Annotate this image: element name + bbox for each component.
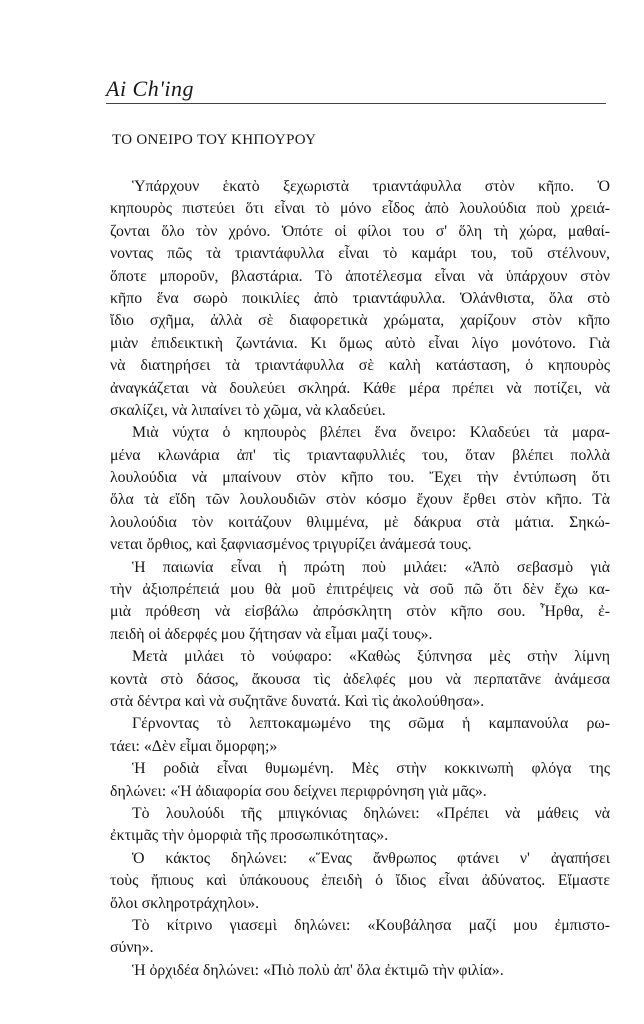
text-line: Μετὰ μιλάει τὸ νούφαρο: «Καθὼς ξύπνησα μὲς στὴν λίμνη bbox=[132, 648, 610, 666]
text-line: δηλώνει: «Ἡ ἀδιαφορία σου δείχνει περιφρόνηση γιὰ μᾶς». bbox=[110, 782, 487, 800]
text-line: τοὺς ἤπιους καὶ ὑπάκουους ἐπειδὴ ὁ ἴδιος εἶναι ἀδύνατος. Εἴμαστε bbox=[110, 872, 610, 890]
text-line: Γέρνοντας τὸ λεπτοκαμωμένο της σῶμα ἡ καμπανούλα ρω- bbox=[132, 715, 610, 733]
text-line: πειδὴ οἱ ἀδερφές μου ζήτησαν νὰ εἶμαι μαζί τους». bbox=[110, 625, 433, 643]
text-line: τὴν ἀξιοπρέπειά μου θὰ μοῦ ἐπιτρέψεις νὰ σοῦ πῶ ὅτι δὲν ἔχω κα- bbox=[110, 581, 610, 599]
text-line: Ὑπάρχουν ἑκατὸ ξεχωριστὰ τριαντάφυλλα στὸν κῆπο. Ὁ bbox=[132, 178, 610, 195]
text-line: μιὰν ἐπιδεικτικὴ ζωντάνια. Κι ὅμως αὐτὸ εἶναι λίγο μονότονο. Γιὰ bbox=[110, 334, 610, 352]
text-line: νοντας πῶς τὰ τριαντάφυλλα εἶναι τὸ καμάρι του, τοῦ στέλνουν, bbox=[110, 245, 610, 263]
text-line: ὅλα τὰ εἴδη τῶν λουλουδιῶν στὸν κόσμο ἔχουν ἔρθει στὸν κῆπο. Τὰ bbox=[110, 491, 610, 509]
running-title: Ai Ch'ing bbox=[106, 76, 195, 101]
story-body bbox=[110, 176, 610, 982]
text-line: Τὸ κίτρινο γιασεμὶ δηλώνει: «Κουβάλησα μαζί μου ἐμπιστο- bbox=[132, 916, 610, 934]
text-line: νεται ὄρθιος, καὶ ξαφνιασμένος τριγυρίζει ἀνάμεσά τους. bbox=[110, 536, 472, 554]
running-head bbox=[106, 76, 606, 106]
text-line: ἀναγκάζεται νὰ δουλεύει σκληρά. Κάθε μέρα πρέπει νὰ ποτίζει, νὰ bbox=[110, 379, 610, 397]
text-line: σκαλίζει, νὰ λιπαίνει τὸ χῶμα, νὰ κλαδεύει. bbox=[110, 401, 386, 419]
header-rule bbox=[106, 103, 606, 104]
text-line: Ἡ ὀρχιδέα δηλώνει: «Πιὸ πολὺ ἀπ' ὅλα ἐκτιμῶ τὴν φιλία». bbox=[132, 961, 504, 979]
text-line: κοντὰ στὸ δάσος, ἄκουσα τὶς ἀδελφές μου νὰ περπατᾶνε ἀνάμεσα bbox=[110, 670, 610, 688]
text-line: κηπουρὸς πιστεύει ὅτι εἶναι τὸ μόνο εἶδος ἀπὸ λουλούδια ποὺ χρειά- bbox=[110, 200, 610, 218]
text-line: Ἡ ροδιὰ εἶναι θυμωμένη. Μὲς στὴν κοκκινωπὴ φλόγα της bbox=[132, 760, 610, 778]
text-line: νὰ διατηρήσει τὰ τριαντάφυλλα σὲ καλὴ κατάσταση, ὁ κηπουρὸς bbox=[110, 357, 610, 375]
text-line: Ὁ κάκτος δηλώνει: «Ἕνας ἄνθρωπος φτάνει ν' ἀγαπήσει bbox=[132, 849, 610, 867]
text-line: μένα κλωνάρια ἀπ' τὶς τριανταφυλλιές του, ὅταν βλέπει πολλὰ bbox=[110, 446, 610, 464]
text-line: Μιὰ νύχτα ὁ κηπουρὸς βλέπει ἕνα ὄνειρο: Κλαδεύει τὰ μαρα- bbox=[132, 424, 610, 442]
text-line: τάει: «Δὲν εἶμαι ὄμορφη;» bbox=[110, 737, 278, 755]
story-title: ΤΟ ΟΝΕΙΡΟ ΤΟΥ ΚΗΠΟΥΡΟΥ bbox=[112, 132, 317, 148]
text-line: λουλούδια νὰ μπαίνουν στὸν κῆπο του. Ἔχει τὴν ἐντύπωση ὅτι bbox=[110, 469, 610, 487]
text-line: Ἡ παιωνία εἶναι ἡ πρώτη ποὺ μιλάει: «Ἀπὸ σεβασμὸ γιὰ bbox=[132, 558, 610, 576]
text-line: κῆπο ἕνα σωρὸ ποικιλίες ἀπὸ τριαντάφυλλα. Ὁλάνθιστα, ὅλα στὸ bbox=[110, 289, 610, 307]
text-line: στὰ δέντρα καὶ νὰ συζητᾶνε δυνατά. Καὶ τὶς ἀκολούθησα». bbox=[110, 692, 485, 710]
text-line: μιὰ πρόθεση νὰ εἰσβάλω ἀπρόσκλητη στὸν κῆπο σου. Ἦρθα, ἐ- bbox=[110, 603, 610, 621]
text-line: ἐκτιμᾶς τὴν ὀμορφιὰ τῆς προσωπικότητας». bbox=[110, 827, 389, 845]
text-line: ὅλοι σκληροτράχηλοι». bbox=[110, 894, 260, 912]
text-line: λουλούδια τὸν κοιτάζουν θλιμμένα, μὲ δάκρυα στὰ μάτια. Σηκώ- bbox=[110, 513, 610, 531]
text-line: σύνη». bbox=[110, 939, 154, 957]
text-line: Τὸ λουλούδι τῆς μπιγκόνιας δηλώνει: «Πρέπει νὰ μάθεις νὰ bbox=[132, 804, 610, 822]
text-line: ζονται ὅλο τὸν χρόνο. Ὁπότε οἱ φίλοι του σ' ὅλη τὴ χώρα, μαθαί- bbox=[110, 222, 610, 240]
text-line: ἴδιο σχῆμα, ἀλλὰ σὲ διαφορετικὰ χρώματα, χαρίζουν στὸν κῆπο bbox=[110, 312, 610, 330]
text-line: ὅποτε μποροῦν, βλαστάρια. Τὸ ἀποτέλεσμα εἶναι νὰ ὑπάρχουν στὸν bbox=[110, 267, 610, 285]
